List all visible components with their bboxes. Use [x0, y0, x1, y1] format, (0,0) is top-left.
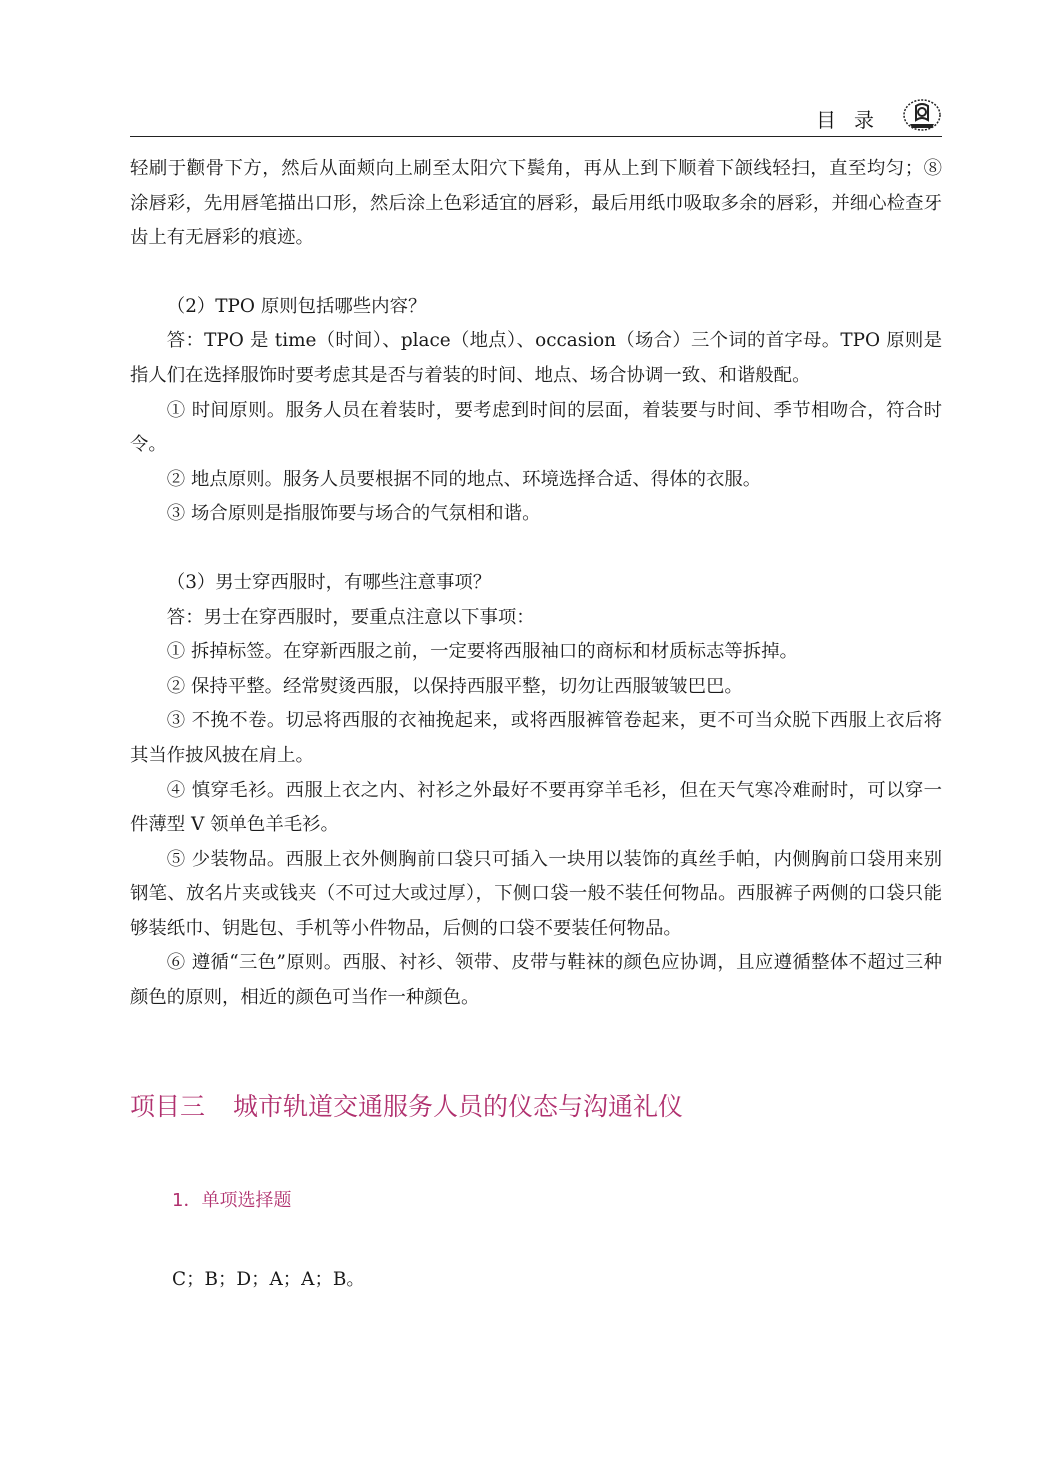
project-title: 城市轨道交通服务人员的仪态与沟通礼仪 [233, 1092, 684, 1121]
answer-text: C；B；D；A；A；B。 [172, 1269, 365, 1290]
question-heading: （2）TPO 原则包括哪些内容？ [166, 295, 427, 317]
paragraph: 答：男士在穿西服时，要重点注意以下事项： [166, 606, 535, 628]
body-text [130, 152, 942, 1016]
list-item: ① 拆掉标签。在穿新西服之前，一定要将西服袖口的商标和材质标志等拆掉。 [166, 641, 798, 663]
list-item: ④ 慎穿毛衫。西服上衣之内、衬衫之外最好不要再穿羊毛衫，但在天气寒冷难耐时，可以穿一件薄型 V 领单色羊毛衫。 [130, 779, 942, 836]
list-item: ⑥ 遵循“三色”原则。西服、衬衫、领带、皮带与鞋袜的颜色应协调，且应遵循整体不超过三种颜色的原则，相近的颜色可当作一种颜色。 [130, 952, 942, 1009]
list-item: ③ 不挽不卷。切忌将西服的衣袖挽起来，或将西服裤管卷起来，更不可当众脱下西服上衣后将其当作披风披在肩上。 [130, 710, 942, 766]
page-header [130, 96, 942, 137]
list-item: ① 时间原则。服务人员在着装时，要考虑到时间的层面，着装要与时间、季节相吻合，符合时令。 [130, 399, 942, 456]
section-heading: 1．单项选择题 [172, 1190, 292, 1211]
project-heading [130, 1087, 683, 1123]
paragraph: 答：TPO 是 time（时间）、place（地点）、occasion（场合）三个词的首字母。TPO 原则是指人们在选择服饰时要考虑其是否与着装的时间、地点、场合协调一致、和谐般配。 [130, 330, 942, 386]
header-title: 目录 [816, 108, 892, 132]
list-item: ② 地点原则。服务人员要根据不同的地点、环境选择合适、得体的衣服。 [166, 468, 762, 490]
list-item: ③ 场合原则是指服饰要与场合的气氛相和谐。 [166, 503, 541, 525]
list-item: ② 保持平整。经常熨烫西服，以保持西服平整，切勿让西服皱皱巴巴。 [166, 675, 743, 697]
book-logo-icon [902, 98, 942, 132]
question-heading: （3）男士穿西服时，有哪些注意事项？ [166, 571, 492, 593]
project-label: 项目三 [130, 1092, 206, 1121]
list-item: ⑤ 少装物品。西服上衣外侧胸前口袋只可插入一块用以装饰的真丝手帕，内侧胸前口袋用来别钢笔、放名片夹或钱夹（不可过大或过厚），下侧口袋一般不装任何物品。西服裤子两侧的口袋只能够装纸巾、钥匙包、手机等小件物品，后侧的口袋不要装任何物品。 [130, 848, 942, 939]
paragraph: 轻刷于颧骨下方，然后从面颊向上刷至太阳穴下鬓角，再从上到下顺着下颌线轻扫，直至均匀；⑧ 涂唇彩，先用唇笔描出口形，然后涂上色彩适宜的唇彩，最后用纸巾吸取多余的唇彩，并细心检查牙齿上有无唇彩的痕迹。 [130, 158, 942, 249]
